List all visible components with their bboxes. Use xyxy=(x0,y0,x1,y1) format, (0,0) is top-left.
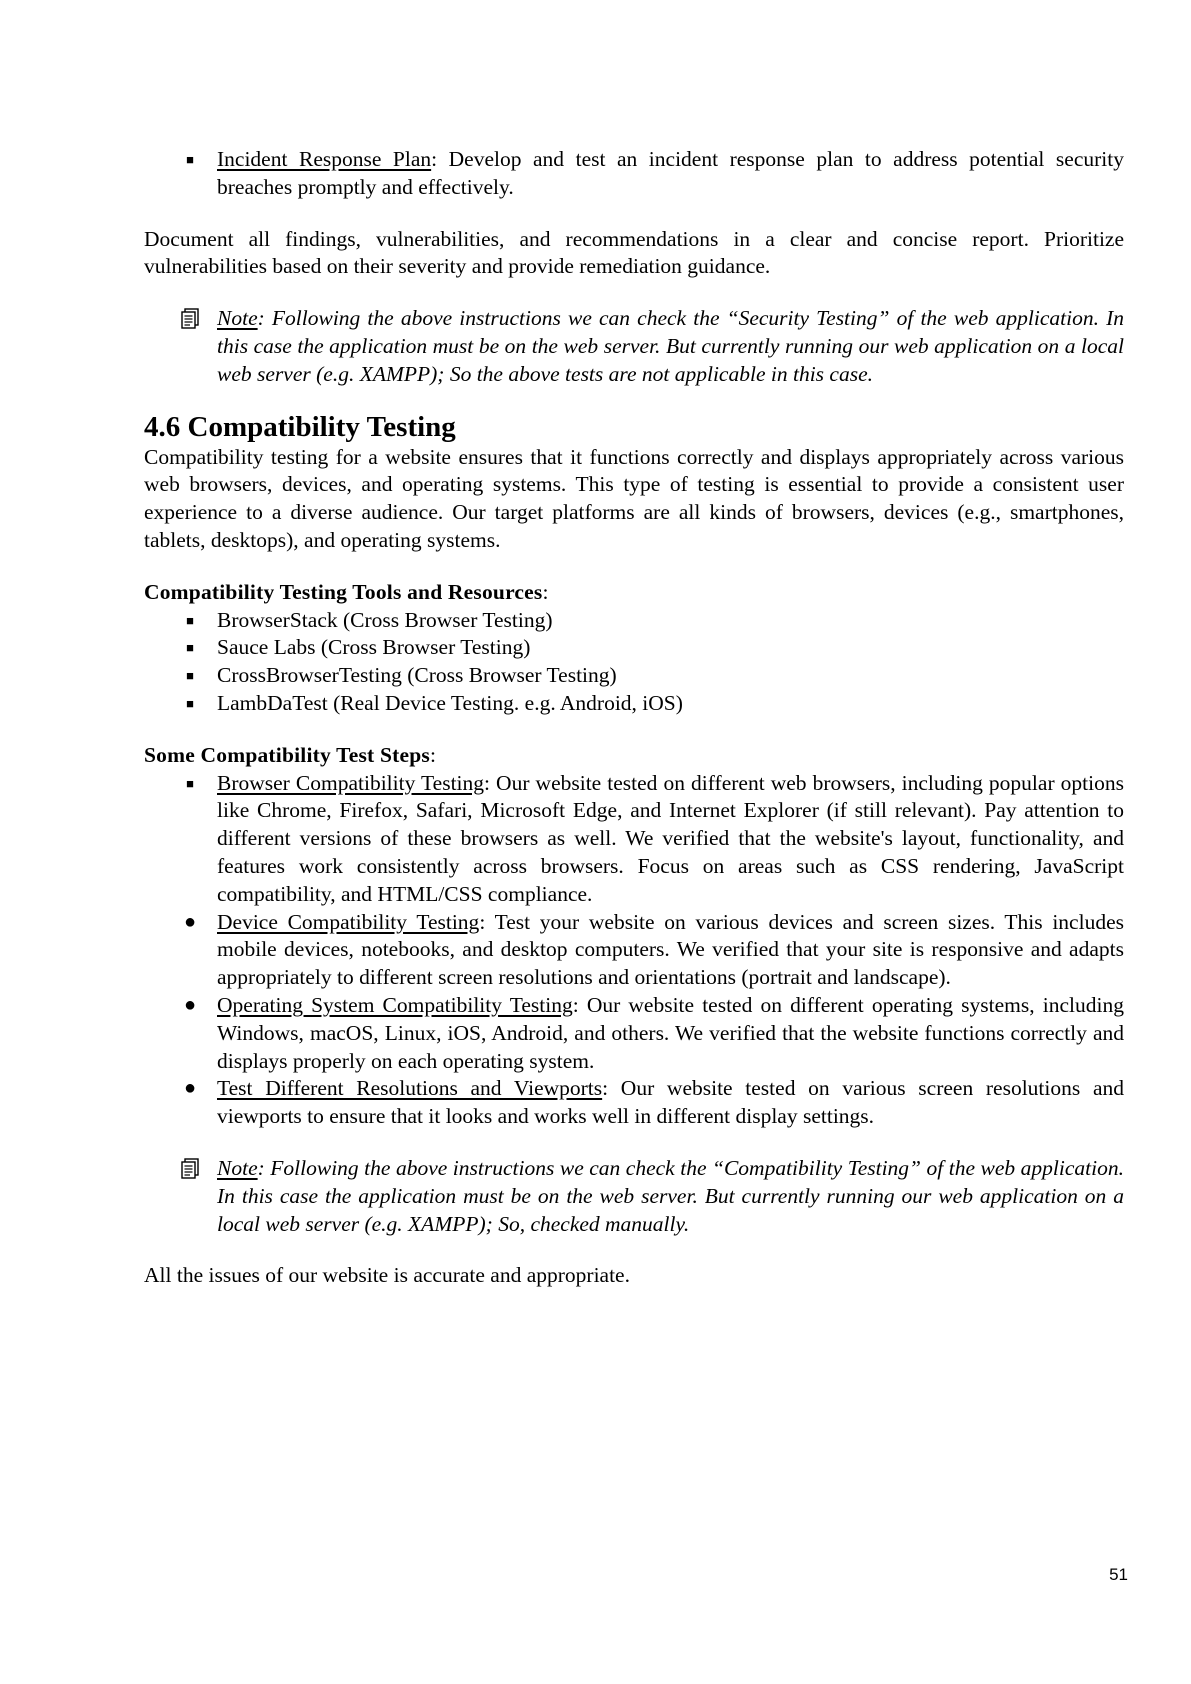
tool-name: BrowserStack (Cross Browser Testing) xyxy=(217,607,553,632)
intro-bullet-list xyxy=(144,146,1124,202)
step-term: Device Compatibility Testing xyxy=(217,909,480,934)
section-intro: Compatibility testing for a website ensures that it functions correctly and displays appropriately across various web browsers, devices, and operating systems. This type of testing is essential to provide a consistent user experience to a diverse audience. Our target platforms are all kinds of browsers, devices (e.g., smartphones, tablets, desktops), and operating systems. xyxy=(144,444,1124,552)
list-item xyxy=(144,992,1124,1075)
tool-name: CrossBrowserTesting (Cross Browser Testing) xyxy=(217,663,617,688)
note-label: Note xyxy=(217,1155,258,1180)
steps-heading-suffix: : xyxy=(429,742,436,767)
note-text: : Following the above instructions we can check the “Security Testing” of the web application. In this case the application must be on the web server. But currently running our web application on a local web server (e.g. XAMPP); So the above tests are not applicable in this case. xyxy=(217,306,1124,386)
step-text: : Our website tested on various screen resolutions and viewports to ensure that it looks and works well in different display settings. xyxy=(217,1076,1124,1129)
list-item xyxy=(144,662,1124,690)
steps-heading-line xyxy=(144,742,1124,770)
report-paragraph: Document all findings, vulnerabilities, and recommendations in a clear and concise report. Prioritize vulnerabilities based on their severity and provide remediation guidance. xyxy=(144,226,1124,279)
tool-name: LambDaTest (Real Device Testing. e.g. Android, iOS) xyxy=(217,690,683,715)
compatibility-note xyxy=(144,1155,1124,1238)
step-text: : Our website tested on different web browsers, including popular options like Chrome, Firefox, Safari, Microsoft Edge, and Internet Explorer (if still relevant). Pay attention to different versions of these browsers as well. We verified that the website's layout, functionality, and features work consistently across browsers. Focus on areas such as CSS rendering, JavaScript compatibility, and HTML/CSS compliance. xyxy=(217,770,1124,906)
item-term: Incident Response Plan xyxy=(217,147,432,171)
step-term: Test Different Resolutions and Viewports xyxy=(217,1076,603,1101)
round-bullet-icon: ● xyxy=(183,910,197,933)
list-item xyxy=(144,909,1124,992)
steps-heading: Some Compatibility Test Steps xyxy=(144,742,430,767)
tools-heading: Compatibility Testing Tools and Resources xyxy=(144,579,543,604)
note-label: Note xyxy=(217,306,258,331)
step-text: : Test your website on various devices and screen sizes. This includes mobile devices, notebooks, and desktop computers. We verified that your site is responsive and adapts appropriately to different screen resolutions and orientations (portrait and landscape). xyxy=(217,909,1124,990)
note-text: : Following the above instructions we can check the “Compatibility Testing” of the web application. In this case the application must be on the web server. But currently running our web application on a local web server (e.g. XAMPP); So, checked manually. xyxy=(217,1155,1124,1236)
page-content xyxy=(144,146,1124,1290)
round-bullet-icon: ● xyxy=(183,993,197,1016)
list-item xyxy=(144,690,1124,718)
list-item xyxy=(144,146,1124,202)
square-bullet-icon: ■ xyxy=(186,640,194,656)
item-text: : Develop and test an incident response plan to address potential security breaches promptly and effectively. xyxy=(217,147,1124,199)
step-text: : Our website tested on different operating systems, including Windows, macOS, Linux, iOS, Android, and others. We verified that the website functions correctly and displays properly on each operating system. xyxy=(217,992,1124,1073)
list-item xyxy=(144,607,1124,635)
steps-list xyxy=(144,770,1124,1131)
round-bullet-icon: ● xyxy=(183,1077,197,1100)
square-bullet-icon: ■ xyxy=(186,612,194,628)
tool-name: Sauce Labs (Cross Browser Testing) xyxy=(217,635,531,660)
tools-heading-line xyxy=(144,579,1124,607)
step-term: Operating System Compatibility Testing xyxy=(217,992,573,1017)
list-item xyxy=(144,1075,1124,1131)
step-term: Browser Compatibility Testing xyxy=(217,770,485,795)
security-note xyxy=(144,305,1124,388)
tools-list xyxy=(144,607,1124,718)
square-bullet-icon: ■ xyxy=(186,695,194,711)
square-bullet-icon: ■ xyxy=(186,152,194,167)
closing-paragraph: All the issues of our website is accurate and appropriate. xyxy=(144,1263,630,1288)
square-bullet-icon: ■ xyxy=(186,668,194,684)
notepad-icon xyxy=(180,1158,200,1180)
square-bullet-icon: ■ xyxy=(186,775,194,791)
tools-heading-suffix: : xyxy=(542,579,549,604)
list-item xyxy=(144,770,1124,909)
page-number: 51 xyxy=(1109,1565,1128,1584)
list-item xyxy=(144,634,1124,662)
section-title: 4.6 Compatibility Testing xyxy=(144,410,456,443)
notepad-icon xyxy=(180,308,200,330)
